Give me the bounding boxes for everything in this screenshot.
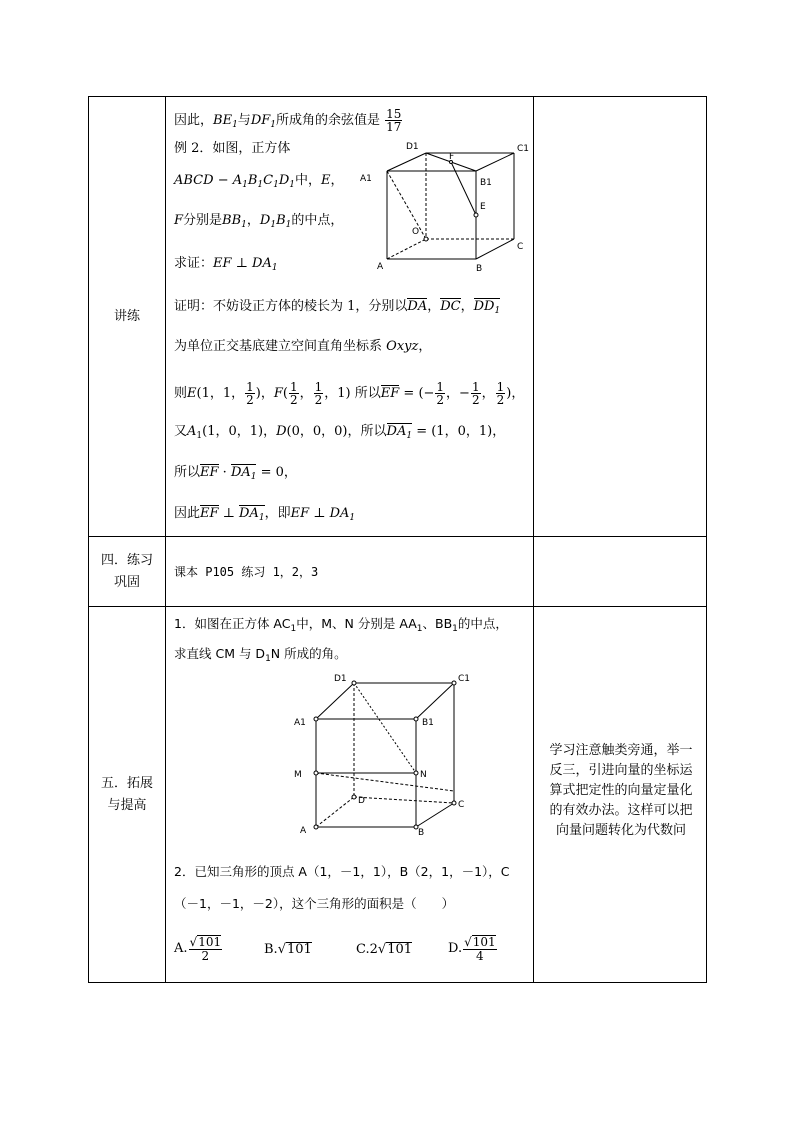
label-c1: C1 — [458, 674, 471, 684]
lesson-table — [88, 96, 707, 983]
option-c[interactable]: C.2√101 — [356, 942, 413, 957]
option-b[interactable]: B.√101 — [264, 942, 312, 957]
conclusion-line: 因此，$BE_1$与$DF_1$所成角的余弦值是 $\frac{15}{17}$ — [174, 107, 402, 134]
exercise-text: 课本 P105 练习 1，2，3 — [174, 565, 319, 579]
cube-figure-2 — [294, 667, 486, 838]
proof-line1: 证明：不妨设正方体的棱长为 1，分别以DA，DC，$DD_1$ — [174, 299, 501, 316]
example-line2: ABCD − $A_1B_1C_1D_1$中，E， — [174, 173, 344, 190]
label-m: M — [294, 770, 302, 780]
label-c: C — [517, 242, 524, 252]
label-b1: B1 — [480, 178, 492, 188]
label-b: B — [418, 828, 425, 838]
label-a1: A1 — [294, 718, 306, 728]
label-d1: D1 — [334, 674, 347, 684]
proof-line3: 则E(1，1， $\frac{1}{2}$ )，F( $\frac{1}{2}$ ， $\frac{1}{2}$ ，1) 所以EF = (− $\frac{1}{2}$ ，− $\frac{1}{2}$ ， $\frac{1}{2}$ )， — [174, 380, 525, 407]
question1-line2: 求直线 CM 与 $D_1N$ 所成的角。 — [174, 646, 347, 664]
example-title: 例 2．如图，正方体 — [174, 141, 291, 156]
practice-content — [166, 97, 534, 537]
proof-line2: 为单位正交基底建立空间直角坐标系 Oxyz， — [174, 339, 432, 354]
label-c1: C1 — [517, 144, 530, 154]
label-d1: D1 — [406, 142, 419, 152]
exercise-content — [166, 537, 534, 607]
example-line3: F分别是$BB_1$，$D_1B_1$的中点， — [174, 213, 344, 230]
extension-notes — [534, 607, 707, 983]
practice-notes — [534, 97, 707, 537]
proof-line6: 因此EF ⊥ $DA_1$，即EF ⊥ $DA_1$ — [174, 506, 356, 523]
row-label-practice: 讲练 — [89, 97, 166, 537]
label-a: A — [377, 262, 384, 272]
label-f: F — [449, 152, 455, 162]
label-o: O — [412, 227, 420, 237]
label-b: B — [476, 264, 483, 274]
label-a1: A1 — [360, 174, 372, 184]
proof-line4: 又$A_1(1$，0，1)，D(0，0，0)，所以$DA_1 = (1$，0，1)， — [174, 424, 506, 441]
extension-content — [166, 607, 534, 983]
question2-line2: （－1，－1，－2），这个三角形的面积是（ ） — [174, 896, 455, 911]
label-c: C — [458, 800, 465, 810]
label-d: D — [358, 796, 365, 806]
exercise-notes — [534, 537, 707, 607]
proof-line5: 所以EF · $DA_1 = 0$， — [174, 465, 297, 482]
option-d[interactable]: D. $\frac{√101}{4}$ — [448, 935, 496, 963]
row-label-extension: 五．拓展 与提高 — [89, 607, 166, 983]
example-prove: 求证：EF ⊥ $DA_1$ — [174, 256, 278, 273]
question2-line1: 2．已知三角形的顶点 A（1，－1，1），B（2，1，－1），C — [174, 864, 510, 879]
label-b1: B1 — [422, 718, 434, 728]
teaching-note: 学习注意触类旁通，举一 反三，引进向量的坐标运 算式把定性的向量定量化 的有效办法。这样可以把 向量问题转化为代数问 — [549, 743, 693, 838]
cube-figure-1 — [354, 137, 530, 277]
label-n: N — [420, 770, 427, 780]
option-a[interactable]: A. $\frac{√101}{2}$ — [174, 935, 222, 963]
question1-line1: 1．如图在正方体 $AC_1$中，M、N 分别是 $AA_1$、$BB_1$的中点， — [174, 616, 508, 634]
label-a: A — [300, 826, 307, 836]
label-e: E — [480, 202, 486, 212]
row-label-exercise: 四．练习 巩固 — [89, 537, 166, 607]
